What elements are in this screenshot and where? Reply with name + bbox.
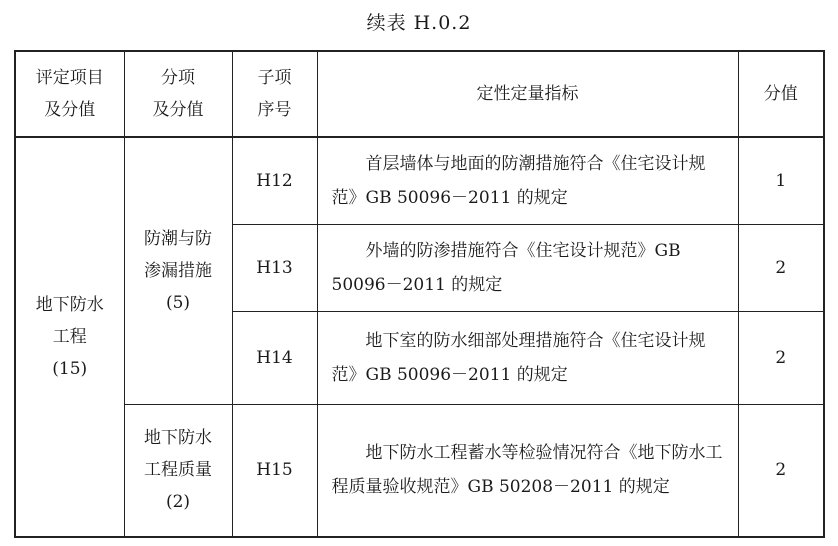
row-indicator: 外墙的防渗措施符合《住宅设计规范》GB 50096－2011 的规定 [317,224,738,311]
group-label-line-2: 工程 [52,327,87,347]
header-item-line-2: 及分值 [44,100,96,120]
subitem-label-line-1: 防潮与防 [144,228,212,249]
subitem-label-line-3: (2) [165,492,191,513]
header-item [15,51,124,137]
header-subitem-line-2: 及分值 [152,100,204,120]
row-seq: H13 [232,224,317,311]
header-item-line-1: 评定项目 [35,68,104,88]
row-score: 1 [738,137,824,224]
row-score: 2 [738,311,824,404]
row-indicator: 地下防水工程蓄水等检验情况符合《地下防水工程质量验收规范》GB 50208－2011 的规定 [317,404,738,537]
header-seq-line-1: 子项 [257,68,292,88]
subitem-label-line-3: (5) [165,292,191,313]
header-subitem-line-1: 分项 [161,68,195,88]
subitem-label-line-2: 工程质量 [144,460,212,481]
group-label-line-3: (15) [52,359,88,379]
row-seq: H15 [232,404,317,537]
evaluation-table [14,50,825,538]
row-seq: H14 [232,311,317,404]
header-seq-line-2: 序号 [257,100,292,120]
row-indicator: 首层墙体与地面的防潮措施符合《住宅设计规范》GB 50096－2011 的规定 [317,137,738,224]
group-label-line-1: 地下防水 [35,295,104,315]
header-score: 分值 [738,51,824,137]
header-indicator: 定性定量指标 [317,51,738,137]
table-row [15,404,824,537]
subitem-label [124,404,232,537]
subitem-label-line-2: 渗漏措施 [144,260,212,281]
header-seq [232,51,317,137]
table-row [15,137,824,224]
row-score: 2 [738,404,824,537]
row-indicator: 地下室的防水细部处理措施符合《住宅设计规范》GB 50096－2011 的规定 [317,311,738,404]
subitem-label [124,137,232,404]
header-row [15,51,824,137]
header-subitem [124,51,232,137]
group-label [15,137,124,537]
row-score: 2 [738,224,824,311]
subitem-label-line-1: 地下防水 [144,428,212,449]
table-caption: 续表 H.0.2 [366,12,472,34]
row-seq: H12 [232,137,317,224]
